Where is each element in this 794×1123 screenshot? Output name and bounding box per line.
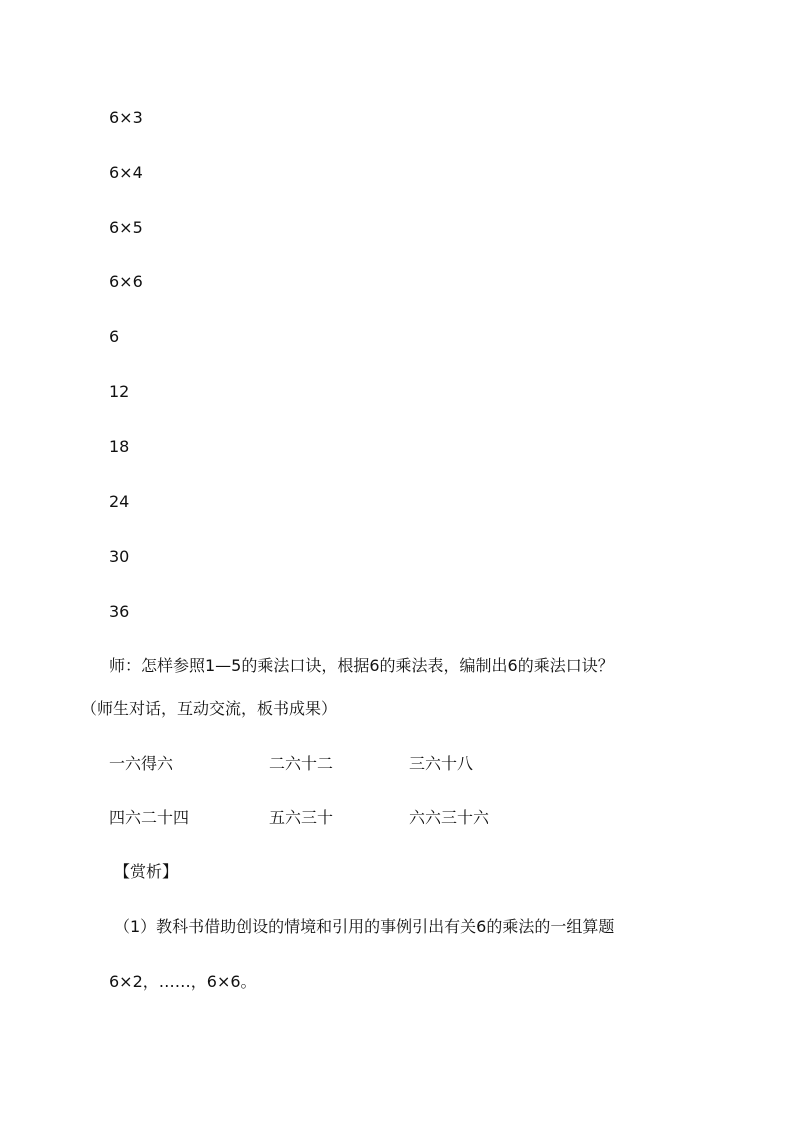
mnemonic-3x6: 三六十八: [409, 754, 474, 773]
analysis-heading: 【赏析】: [114, 862, 179, 881]
expression-6x6: 6×6: [109, 272, 143, 291]
product-24: 24: [109, 492, 130, 511]
mnemonic-2x6: 二六十二: [269, 754, 334, 773]
analysis-paragraph-1: （1）教科书借助创设的情境和引用的事例引出有关6的乘法的一组算题: [114, 917, 615, 936]
expression-6x3: 6×3: [109, 108, 143, 127]
product-18: 18: [109, 437, 130, 456]
product-12: 12: [109, 382, 130, 401]
teacher-question: 师：怎样参照1—5的乘法口诀，根据6的乘法表，编制出6的乘法口诀？: [109, 656, 614, 675]
mnemonic-5x6: 五六三十: [269, 808, 334, 827]
product-30: 30: [109, 547, 130, 566]
expression-6x4: 6×4: [109, 163, 143, 182]
teacher-note: （师生对话，互动交流，板书成果）: [81, 699, 338, 718]
product-36: 36: [109, 602, 130, 621]
mnemonic-1x6: 一六得六: [109, 754, 174, 773]
product-6: 6: [109, 327, 120, 346]
analysis-paragraph-2: 6×2，……，6×6。: [109, 972, 257, 991]
mnemonic-4x6: 四六二十四: [109, 808, 190, 827]
expression-6x5: 6×5: [109, 218, 143, 237]
mnemonic-6x6: 六六三十六: [409, 808, 490, 827]
